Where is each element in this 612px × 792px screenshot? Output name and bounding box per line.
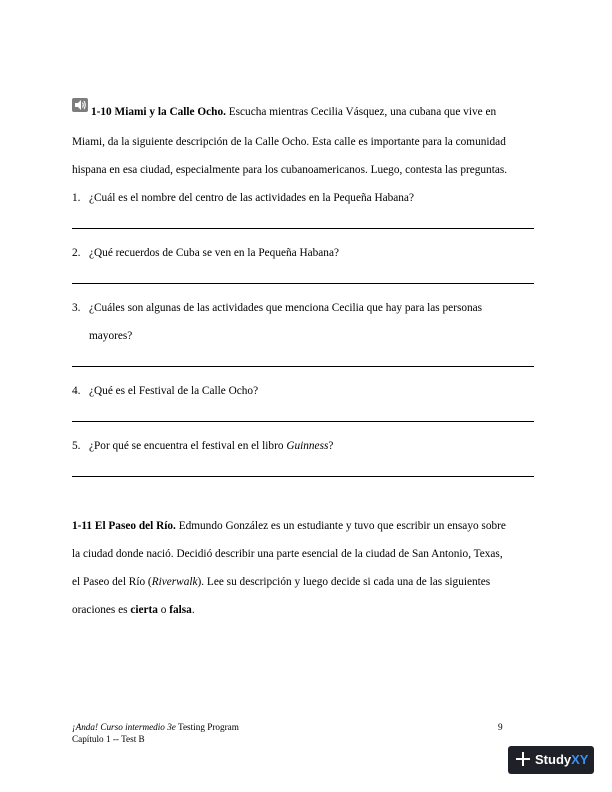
footer-book-title: ¡Anda! Curso intermedio 3e: [72, 722, 176, 732]
section-2-falsa: falsa: [169, 604, 192, 616]
brand-accent: XY: [571, 752, 589, 767]
answer-line-1[interactable]: [72, 228, 534, 229]
question-2-number: 2.: [72, 247, 81, 259]
question-4-number: 4.: [72, 385, 81, 397]
section-1-text: Escucha mientras Cecilia Vásquez, una cubana que vive en: [225, 106, 497, 118]
section-1-title: 1-10 Miami y la Calle Ocho.: [91, 106, 226, 118]
section-2-riverwalk: Riverwalk: [151, 576, 198, 588]
question-3-text-continued: mayores?: [89, 330, 133, 342]
section-2-line-4-before: oraciones es: [72, 604, 131, 616]
question-3-text: ¿Cuáles son algunas de las actividades que menciona Cecilia que hay para las personas: [89, 302, 483, 314]
question-1-text: ¿Cuál es el nombre del centro de las actividades en la Pequeña Habana?: [89, 192, 414, 204]
question-5-text: [89, 440, 333, 452]
answer-line-2[interactable]: [72, 283, 534, 284]
section-2-intro-line-3: [72, 576, 490, 588]
question-5-number: 5.: [72, 440, 81, 452]
section-2-intro-line-1: [72, 520, 506, 532]
question-5-text-after: ?: [328, 440, 334, 452]
speaker-icon[interactable]: [72, 98, 88, 112]
question-3-number: 3.: [72, 302, 81, 314]
question-1-number: 1.: [72, 192, 81, 204]
answer-line-3[interactable]: [72, 366, 534, 367]
plus-icon: [513, 749, 533, 769]
footer-book-line: [72, 722, 239, 732]
page-number: 9: [498, 722, 503, 732]
section-2-line-4-mid: o: [157, 604, 170, 616]
question-5-book-title: Guinness: [286, 440, 329, 452]
section-2-intro-line-4: [72, 604, 195, 616]
question-5-text-before: ¿Por qué se encuentra el festival en el libro: [89, 440, 287, 452]
section-1-intro-line-2: Miami, da la siguiente descripción de la Calle Ocho. Esta calle es importante para la comunidad: [72, 136, 506, 148]
studyxy-badge[interactable]: [508, 746, 594, 774]
footer-program: Testing Program: [175, 722, 239, 732]
section-2-cierta: cierta: [130, 604, 158, 616]
brand-main: Study: [535, 752, 572, 767]
answer-line-4[interactable]: [72, 421, 534, 422]
section-2-intro-line-2: la ciudad donde nació. Decidió describir una parte esencial de la ciudad de San Antonio, Texas,: [72, 548, 503, 560]
section-2-line-4-after: .: [191, 604, 195, 616]
section-2-title: 1-11 El Paseo del Río.: [72, 520, 176, 532]
section-2-line-3-after: ). Lee su descripción y luego decide si cada una de las siguientes: [197, 576, 491, 588]
question-4-text: ¿Qué es el Festival de la Calle Ocho?: [89, 385, 259, 397]
section-1-intro-line-3: hispana en esa ciudad, especialmente para los cubanoamericanos. Luego, contesta las preguntas.: [72, 164, 508, 176]
question-2-text: ¿Qué recuerdos de Cuba se ven en la Pequeña Habana?: [89, 247, 339, 259]
answer-line-5[interactable]: [72, 476, 534, 477]
footer-chapter: Capítulo 1 -- Test B: [72, 734, 145, 744]
section-2-text-1: Edmundo González es un estudiante y tuvo que escribir un ensayo sobre: [175, 520, 506, 532]
section-2-line-3-before: el Paseo del Río (: [72, 576, 152, 588]
studyxy-logo-text: [535, 752, 588, 767]
section-1-intro-line-1: [91, 106, 496, 118]
